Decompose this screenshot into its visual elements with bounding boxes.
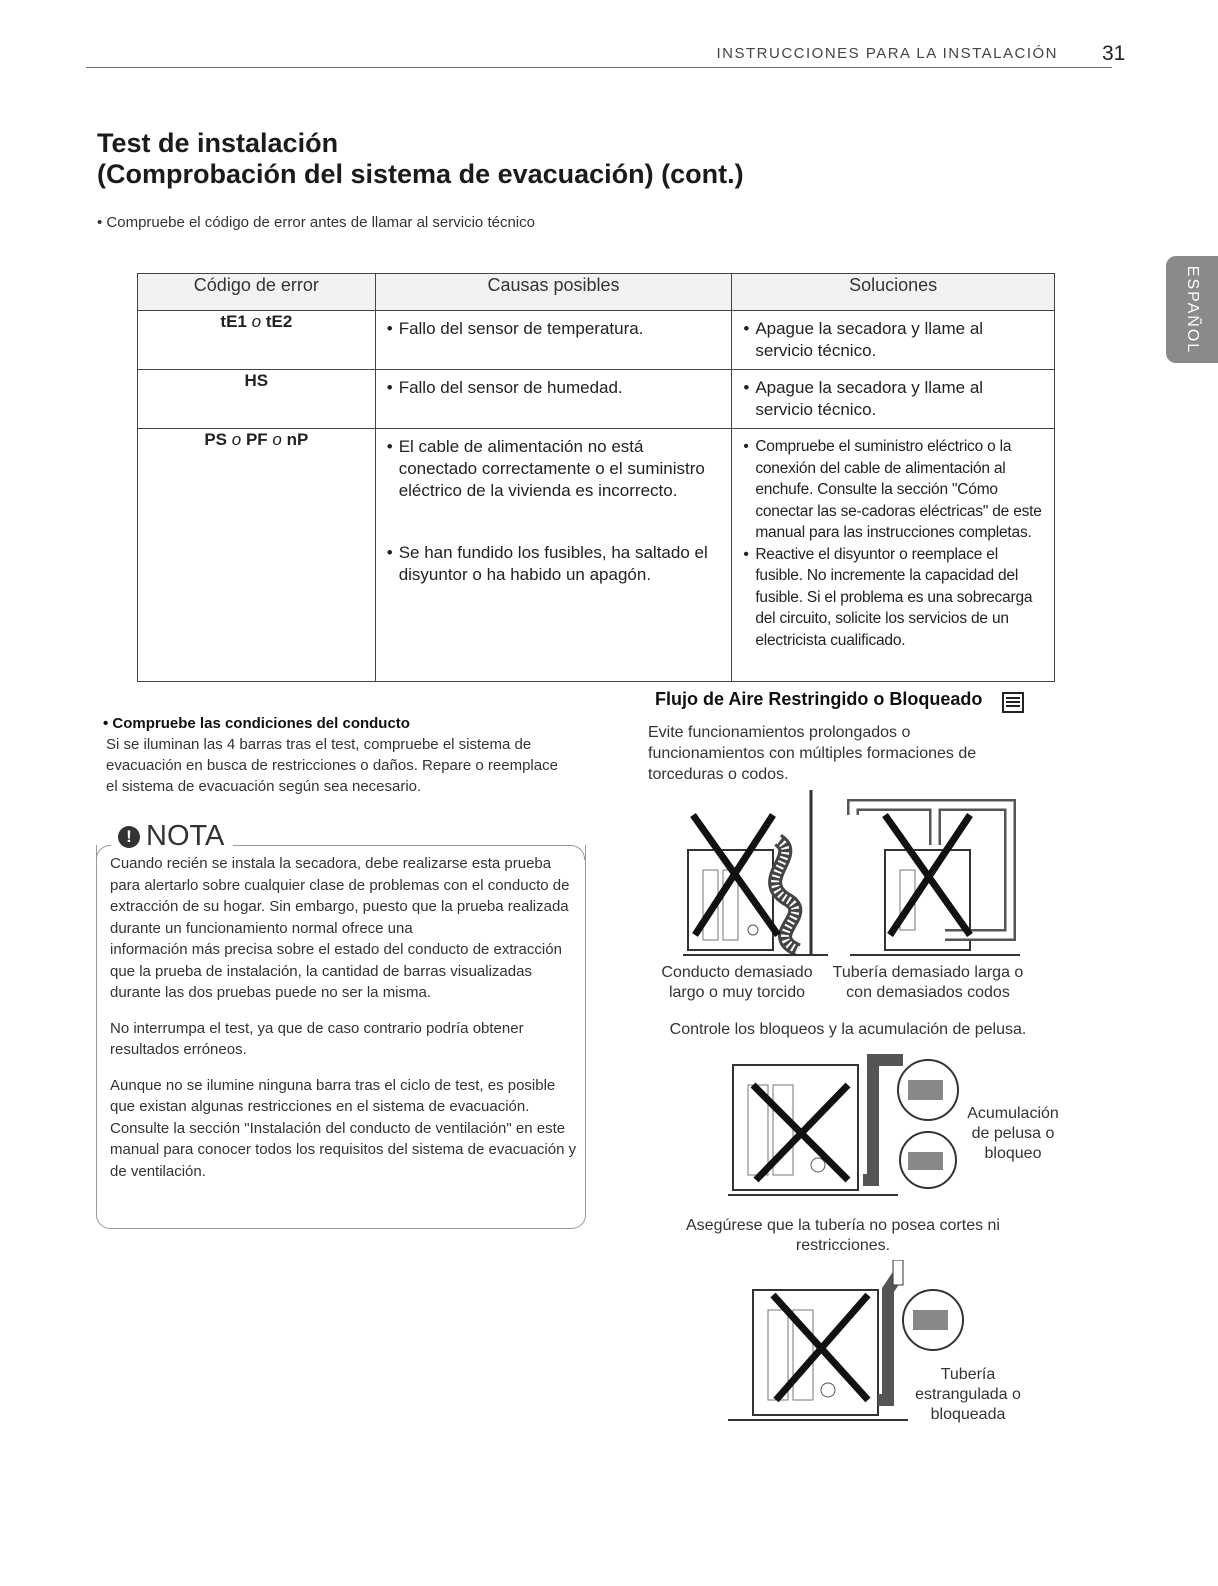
note-paragraph: No interrumpa el test, ya que de caso contrario podría obtener resultados erróneos. [110,1019,524,1058]
note-paragraph: Cuando recién se instala la secadora, debe realizarse esta prueba para alertarlo sobre cualquier clase de problemas con el conducto de extracción de su hogar. Sin embargo, puesto que la prueba realizada durante un funcionamiento normal ofrece una [110,855,570,937]
language-tab-label: ESPAÑOL [1184,265,1201,354]
intro-text: • Compruebe el código de error antes de llamar al servicio técnico [97,214,535,231]
note-paragraph: información más precisa sobre el estado del conducto de extracción que la prueba de instalación, la cantidad de barras visualizadas durante las dos pruebas puede no ser la misma. [110,941,562,1001]
display-icon [1002,692,1024,713]
table-row [138,370,1055,429]
page-number: 31 [1102,42,1126,65]
header-causes: Causas posibles [375,274,732,311]
running-header: INSTRUCCIONES PARA LA INSTALACIÓN [716,45,1058,62]
note-title: ! NOTA [118,820,224,853]
solutions-cell: • Apague la secadora y llame al servicio técnico. [732,370,1055,429]
table-row [138,311,1055,370]
causes-cell: • El cable de alimentación no está conectado correctamente o el suministro eléctrico de la vivienda es incorrecto. • Se han fundido los fusibles, ha saltado el disyuntor o ha habido un apagón. [375,429,732,682]
solutions-cell: • Compruebe el suministro eléctrico o la conexión del cable de alimentación al enchufe. Consulte la sección "Cómo conectar las se-cadoras eléctricas" de este manual para las instrucciones completas. • Reactive el disyuntor o reemplace el fusible. No incremente la capacidad del fusible. Si el problema es una sobrecarga del circuito, solicite los servicios de un electricista cualificado. [732,429,1055,682]
solutions-cell: • Apague la secadora y llame al servicio técnico. [732,311,1055,370]
figure-caption-1: Conducto demasiado largo o muy torcido [661,964,813,1001]
lint-blockage-figure [728,1040,968,1200]
figure-caption-3: Controle los bloqueos y la acumulación de pelusa. [669,1021,1027,1038]
language-tab [1166,256,1218,363]
causes-cell: • Fallo del sensor de humedad. [375,370,732,429]
table-header-row [138,274,1055,311]
table-row [138,429,1055,682]
figure-caption-6: Tubería estrangulada o bloqueada [915,1366,1021,1423]
title-line-1: Test de instalación [97,128,339,158]
header-rule [86,67,1112,68]
duct-check-heading: • Compruebe las condiciones del conducto [103,715,410,732]
note-paragraph: Aunque no se ilumine ninguna barra tras el ciclo de test, es posible que existan algunas restricciones en el sistema de evacuación. Consulte la sección "Instalación del conducto de ventilación" en este manual para conocer todos los requisitos del sistema de evacuación y de ventilación. [110,1076,577,1180]
error-code-cell: tE1 o tE2 [138,311,376,370]
note-text [110,853,578,1196]
info-icon: ! [118,826,140,848]
figure-caption-5: Asegúrese que la tubería no posea cortes ni restricciones. [686,1217,1000,1254]
error-code-cell: PS o PF o nP [138,429,376,682]
duct-check-section [103,713,573,797]
header-code: Código de error [138,274,376,311]
causes-cell: • Fallo del sensor de temperatura. [375,311,732,370]
error-code-table [137,273,1055,682]
figure-caption-2: Tubería demasiado larga o con demasiados codos [832,964,1024,1001]
figure-caption-4: Acumulación de pelusa o bloqueo [967,1105,1059,1162]
duct-check-text: Si se iluminan las 4 barras tras el test, compruebe el sistema de evacuación en busca de restricciones o daños. Repare o reemplace el sistema de evacuación según sea necesario. [106,736,558,795]
error-code-cell: HS [138,370,376,429]
airflow-heading: Flujo de Aire Restringido o Bloqueado [655,689,983,709]
dryer-flex-duct-figure [683,785,833,965]
title-line-2: (Comprobación del sistema de evacuación) (cont.) [97,159,744,189]
airflow-text: Evite funcionamientos prolongados o funcionamientos con múltiples formaciones de torceduras o codos. [648,724,977,783]
page-title [97,128,744,190]
dryer-elbows-figure [845,785,1025,965]
header-solutions: Soluciones [732,274,1055,311]
